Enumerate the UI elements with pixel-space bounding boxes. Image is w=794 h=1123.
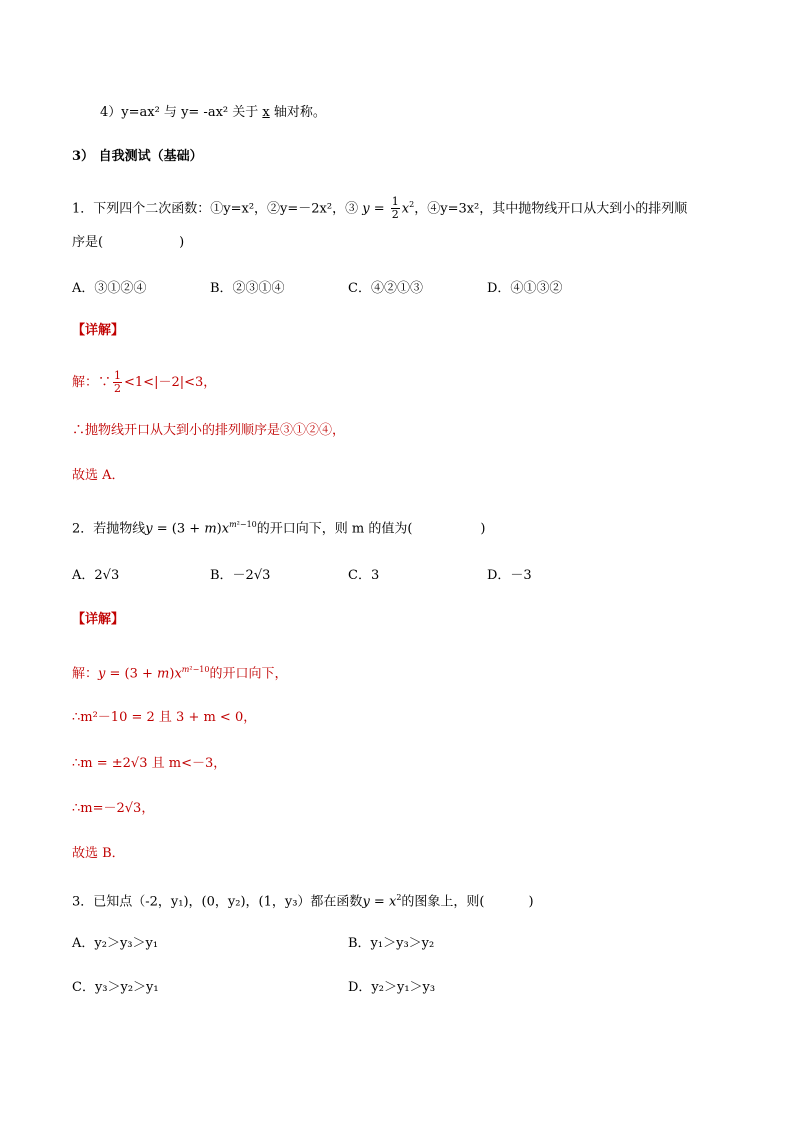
q2-solution-line3: ∴m = ±2√3 且 m<－3，: [72, 756, 227, 771]
q2-solution-line1: 解：$y = (3 + m)x^{m^2-10}$的开口向下，: [72, 665, 288, 682]
q2-sol-suffix: 的开口向下，: [209, 666, 288, 682]
q1-frac-num: 1: [391, 195, 399, 209]
q2-option-d[interactable]: D．－3: [487, 568, 532, 583]
q3-stem-b: 的图象上，则(: [401, 894, 485, 910]
item-4-prefix: 4）y=ax² 与 y= -ax² 关于: [100, 105, 263, 120]
q1-stem-c-end: ): [179, 235, 185, 250]
q1-var-x: x: [401, 201, 410, 217]
q1-sol-den: 2: [114, 382, 122, 395]
q1-sol-num: 1: [114, 369, 122, 382]
detail-label-2: 【详解】: [72, 612, 125, 627]
q1-solution-line3: 故选 A．: [72, 468, 125, 483]
q3-stem-end: ): [528, 894, 534, 910]
q1-var-y: y: [362, 201, 370, 217]
item-4-x: x: [262, 105, 270, 120]
item-4-suffix: 轴对称。: [269, 105, 326, 120]
q1-solution-line2: ∴抛物线开口从大到小的排列顺序是③①②④，: [72, 423, 346, 438]
q3-option-d[interactable]: D．y₂＞y₁＞y₃: [348, 980, 436, 995]
q1-stem-c: 序是(: [72, 235, 104, 250]
q3-option-a[interactable]: A．y₂＞y₃＞y₁: [72, 936, 159, 951]
q1-sol-prefix: 解：∵: [72, 375, 112, 390]
q2-solution-line5: 故选 B．: [72, 846, 125, 861]
q3-stem-a: 3．已知点（-2，y₁)，(0，y₂)，(1，y₃）都在函数: [72, 894, 363, 910]
q1-sol-suffix: <1<|－2|<3，: [124, 375, 217, 390]
q2-stem-b: 的开口向下，则 m 的值为(: [256, 521, 413, 537]
section-title: 3） 自我测试（基础）: [72, 149, 203, 164]
q3-stem: 3．已知点（-2，y₁)，(0，y₂)，(1，y₃）都在函数$y = x^2$的图象上，则( ): [72, 893, 534, 910]
q1-sol-fraction: [113, 370, 122, 395]
q1-fraction: [391, 196, 400, 221]
q2-option-c[interactable]: C．3: [348, 568, 380, 583]
detail-label-1: 【详解】: [72, 323, 125, 338]
q3-option-b[interactable]: B．y₁＞y₃＞y₂: [348, 936, 435, 951]
q1-option-c[interactable]: C．④②①③: [348, 281, 423, 296]
q1-solution-line1: [72, 370, 216, 395]
q1-stem-line2: [72, 234, 184, 252]
q2-solution-line2: ∴m²－10 = 2 且 3 + m < 0，: [72, 710, 257, 725]
q1-stem-b: ，④y=3x²，其中抛物线开口从大到小的排列顺: [414, 201, 688, 217]
q2-stem-a: 2．若抛物线: [72, 521, 146, 537]
q2-solution-line4: ∴m=－2√3，: [72, 801, 155, 816]
q2-option-b[interactable]: B．－2√3: [210, 568, 271, 583]
q1-frac-den: 2: [391, 208, 399, 222]
q2-stem-end: ): [480, 521, 486, 537]
q1-option-b[interactable]: B．②③①④: [210, 281, 285, 296]
q3-option-c[interactable]: C．y₃＞y₂＞y₁: [72, 980, 159, 995]
q1-option-a[interactable]: A．③①②④: [72, 281, 147, 296]
q2-stem: 2．若抛物线$y = (3 + m)x^{m^2-10}$的开口向下，则 m 的值为( ): [72, 520, 486, 537]
q2-option-a[interactable]: A．2√3: [72, 568, 120, 583]
q2-sol-prefix: 解：: [72, 666, 99, 682]
q1-stem-a: 1．下列四个二次函数：①y=x²，②y=－2x²，③: [72, 201, 359, 217]
item-4: [100, 104, 326, 122]
q1-stem-line1: 1．下列四个二次函数：①y=x²，②y=－2x²，③ y = $\frac{1}{2}$ $x^2$，④y=3x²，其中抛物线开口从大到小的排列顺: [72, 195, 688, 222]
q1-option-d[interactable]: D．④①③②: [487, 281, 563, 296]
